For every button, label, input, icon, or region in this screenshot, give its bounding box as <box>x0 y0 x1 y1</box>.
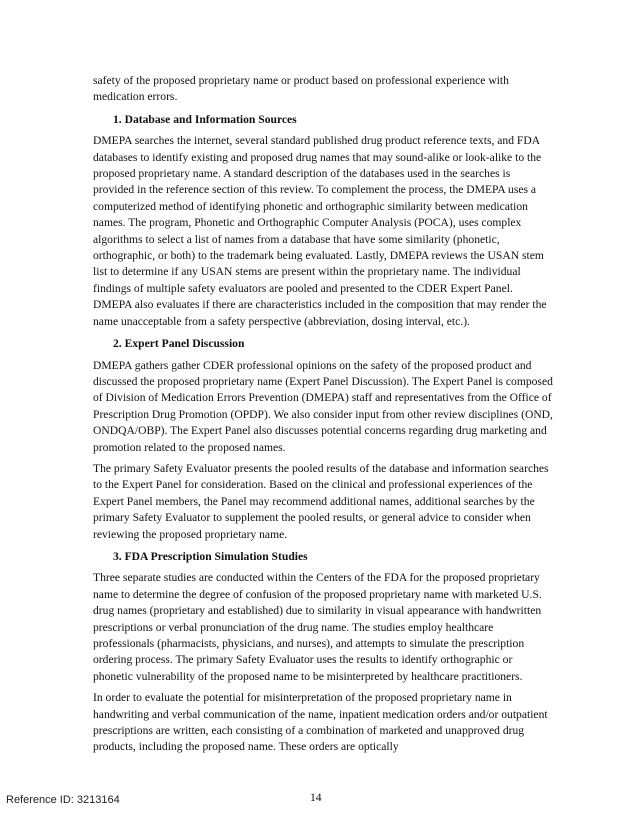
document-body <box>93 73 553 761</box>
section-paragraph: Three separate studies are conducted within the Centers of the FDA for the proposed proprietary name to determine the degree of confusion of the proposed proprietary name with marketed U.S. drug names (proprietary and established) due to similarity in visual appearance with handwritten prescriptions or verbal pronunciation of the drug name. The studies employ healthcare professionals (pharmacists, physicians, and nurses), and attempts to simulate the prescription ordering process. The primary Safety Evaluator uses the results to identify orthographic or phonetic vulnerability of the proposed name to be misinterpreted by healthcare practitioners. <box>93 571 542 683</box>
section-heading-database: 1. Database and Information Sources <box>113 112 297 126</box>
section-heading-expert-panel: 2. Expert Panel Discussion <box>113 337 245 351</box>
intro-paragraph: safety of the proposed proprietary name or product based on professional experience with medication errors. <box>93 74 509 104</box>
section-paragraph: The primary Safety Evaluator presents the pooled results of the database and information searches to the Expert Panel for consideration. Based on the clinical and professional experiences of the Expert Panel members, the Panel may recommend additional names, additional searches by the primary Safety Evaluator to supplement the pooled results, or general advice to consider when reviewing the proposed proprietary name. <box>93 461 549 541</box>
section-heading-simulation-studies: 3. FDA Prescription Simulation Studies <box>113 549 308 563</box>
reference-id: Reference ID: 3213164 <box>6 794 120 806</box>
page-number: 14 <box>310 791 322 804</box>
section-paragraph: DMEPA searches the internet, several standard published drug product reference texts, and FDA databases to identify existing and proposed drug names that may sound-alike or look-alike to the proposed proprietary name. A standard description of the databases used in the searches is provided in the reference section of this review. To complement the process, the DMEPA uses a computerized method of identifying phonetic and orthographic similarity between medication names. The program, Phonetic and Orthographic Computer Analysis (POCA), uses complex algorithms to select a list of names from a database that have some similarity (phonetic, orthographic, or both) to the trademark being evaluated. Lastly, DMEPA reviews the USAN stem list to determine if any USAN stems are present within the proprietary name. The individual findings of multiple safety evaluators are pooled and presented to the CDER Expert Panel. DMEPA also evaluates if there are characteristics included in the composition that may render the name unacceptable from a safety perspective (abbreviation, dosing interval, etc.). <box>93 134 547 328</box>
section-paragraph: In order to evaluate the potential for misinterpretation of the proposed proprietary name in handwriting and verbal communication of the name, inpatient medication orders and/or outpatient prescriptions are written, each consisting of a combination of marketed and unapproved drug products, including the proposed name. These orders are optically <box>93 691 548 754</box>
section-paragraph: DMEPA gathers gather CDER professional opinions on the safety of the proposed product and discussed the proposed proprietary name (Expert Panel Discussion). The Expert Panel is composed of Division of Medication Errors Prevention (DMEPA) staff and representatives from the Office of Prescription Drug Promotion (OPDP). We also consider input from other review disciplines (OND, ONDQA/OBP). The Expert Panel also discusses potential concerns regarding drug marketing and promotion related to the proposed names. <box>93 358 553 454</box>
